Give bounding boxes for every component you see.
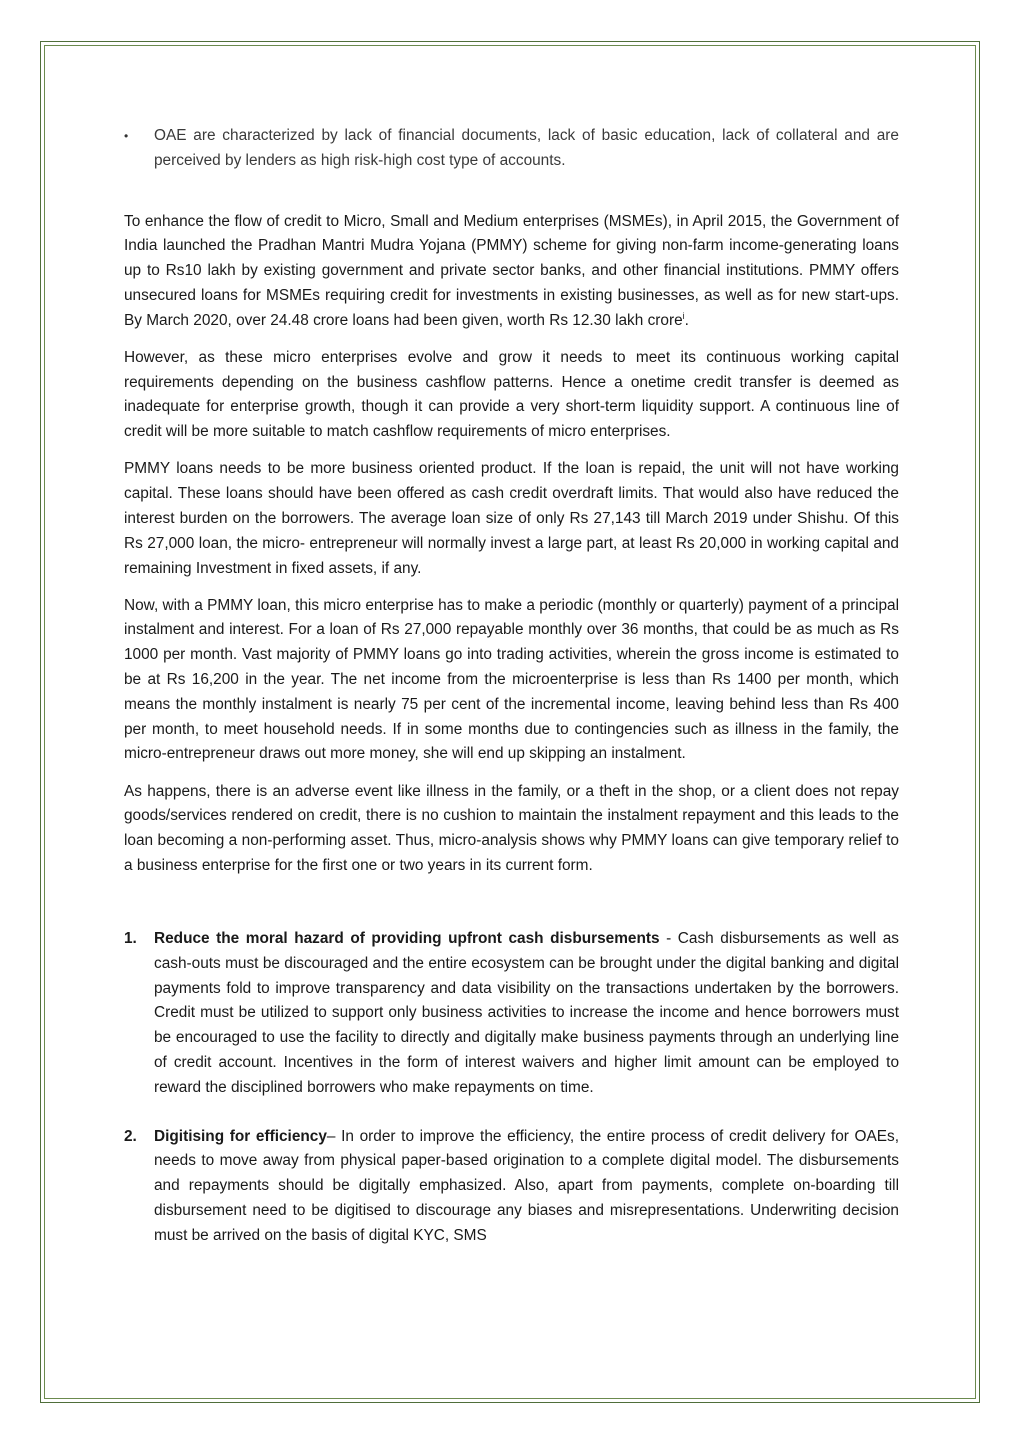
bullet-icon: • <box>124 129 129 143</box>
list-item-body: – In order to improve the efficiency, the entire process of credit delivery for OAEs, needs to move away from physical paper-based origination to a complete digital model. The disbursements and repayments should be digitally emphasized. Also, apart from payments, complete on-boarding till disbursement need to be digitised to discourage any biases and misrepresentations. Underwriting decision must be arrived on the basis of digital KYC, SMS <box>154 1127 899 1244</box>
paragraph-business-oriented: PMMY loans needs to be more business oriented product. If the loan is repaid, the unit will not have working capital. These loans should have been offered as cash credit overdraft limits. That would also have reduced the interest burden on the borrowers. The average loan size of only Rs 27,143 till March 2019 under Shishu. Of this Rs 27,000 loan, the micro- entrepreneur will normally invest a large part, at least Rs 20,000 in working capital and remaining Investment in fixed assets, if any. <box>124 460 899 577</box>
paragraph-pmmy-intro-end: . <box>684 311 689 329</box>
paragraph-pmmy-intro-text: To enhance the flow of credit to Micro, Small and Medium enterprises (MSMEs), in April 2015, the Government of India launched the Pradhan Mantri Mudra Yojana (PMMY) scheme for giving non-farm income-generating loans up to Rs10 lakh by existing government and private sector banks, and other financial institutions. PMMY offers unsecured loans for MSMEs requiring credit for investments in existing businesses, as well as for new start-ups. By March 2020, over 24.48 crore loans had been given, worth Rs 12.30 lakh crore <box>124 212 899 329</box>
list-item-number: 1. <box>124 930 137 947</box>
list-item-number: 2. <box>124 1127 137 1145</box>
paragraph-instalment-analysis: Now, with a PMMY loan, this micro enterprise has to make a periodic (monthly or quarterly) payment of a principal instalment and interest. For a loan of Rs 27,000 repayable monthly over 36 months, that could be as much as Rs 1000 per month. Vast majority of PMMY loans go into trading activities, wherein the gross income is estimated to be at Rs 16,200 in the year. The net income from the microenterprise is less than Rs 1400 per month, which means the monthly instalment is nearly 75 per cent of the incremental income, leaving behind less than Rs 400 per month, to meet household needs. If in some months due to contingencies such as illness in the family, the micro-entrepreneur draws out more money, she will end up skipping an instalment. <box>124 596 899 763</box>
paragraph-pmmy-intro <box>124 210 899 334</box>
paragraph-adverse-event: As happens, there is an adverse event like illness in the family, or a theft in the shop, or a client does not repay goods/services rendered on credit, there is no cushion to maintain the instalment repayment and this leads to the loan becoming a non-performing asset. Thus, micro-analysis shows why PMMY loans can give temporary relief to a business enterprise for the first one or two years in its current form. <box>124 782 899 874</box>
list-item-text <box>154 927 899 1101</box>
footnote-marker: i <box>682 310 685 321</box>
list-item-body: - Cash disbursements as well as cash-outs must be discouraged and the entire ecosystem can be brought under the digital banking and digital payments fold to improve transparency and data visibility on the transactions undertaken by the borrowers. Credit must be utilized to support only business activities to increase the income and hence borrowers must be encouraged to use the facility to directly and digitally make business payments through an underlying line of credit account. Incentives in the form of interest waivers and higher limit amount can be employed to reward the disciplined borrowers who make repayments on time. <box>154 930 899 1096</box>
list-item <box>124 1125 899 1249</box>
bullet-text: OAE are characterized by lack of financial documents, lack of basic education, lack of collateral and are perceived by lenders as high risk-high cost type of accounts. <box>154 127 899 169</box>
document-body <box>124 124 899 1249</box>
bullet-item <box>124 124 899 174</box>
list-item-text <box>154 1125 899 1249</box>
list-item-heading: Digitising for efficiency <box>154 1127 327 1145</box>
list-item <box>124 927 899 1101</box>
paragraph-working-capital: However, as these micro enterprises evolve and grow it needs to meet its continuous working capital requirements depending on the business cashflow patterns. Hence a onetime credit transfer is deemed as inadequate for enterprise growth, though it can provide a very short-term liquidity support. A continuous line of credit will be more suitable to match cashflow requirements of micro enterprises. <box>124 348 899 441</box>
list-item-heading: Reduce the moral hazard of providing upfront cash disbursements <box>154 930 660 947</box>
